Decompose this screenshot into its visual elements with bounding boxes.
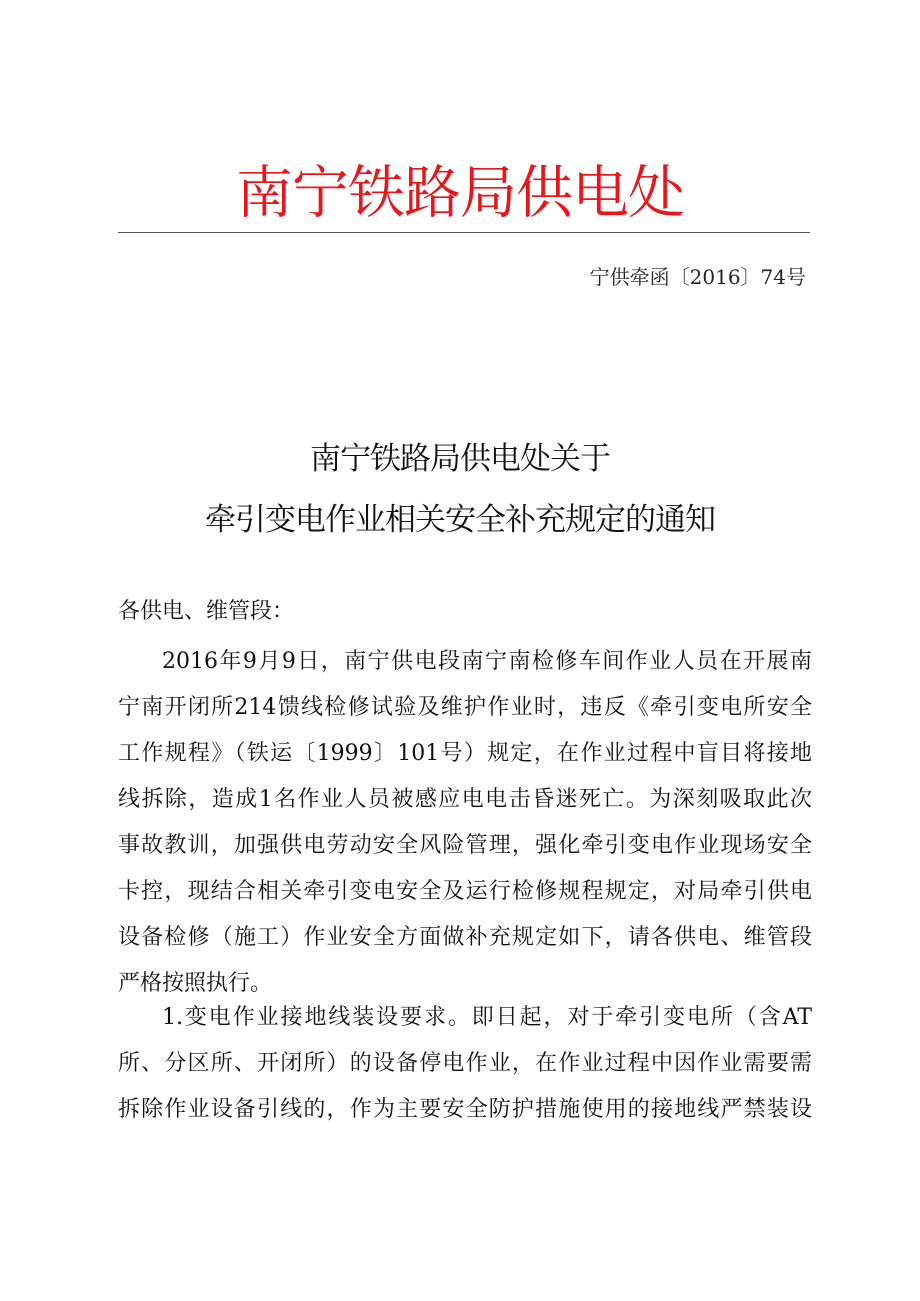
paragraph-line: 宁南开闭所214馈线检修试验及维护作业时，违反《牵引变电所安全 [118, 695, 812, 720]
salutation: 各供电、维管段： [118, 599, 295, 624]
paragraph-line: 卡控，现结合相关牵引变电安全及运行检修规程规定，对局牵引供电 [118, 879, 812, 904]
paragraph-line: 设备检修（施工）作业安全方面做补充规定如下，请各供电、维管段 [118, 925, 812, 950]
paragraph-line: 工作规程》（铁运〔1999〕101号）规定，在作业过程中盲目将接地 [118, 741, 812, 766]
header-divider [118, 232, 810, 233]
document-title-line-1: 南宁铁路局供电处关于 [310, 441, 610, 477]
paragraph-incident [118, 639, 812, 1007]
document-title-line-2: 牵引变电作业相关安全补充规定的通知 [205, 502, 715, 538]
paragraph-line: 线拆除，造成1名作业人员被感应电电击昏迷死亡。为深刻吸取此次 [118, 787, 812, 812]
paragraph-line: 所、分区所、开闭所）的设备停电作业，在作业过程中因作业需要需 [118, 1051, 812, 1076]
paragraph-rule-1 [118, 995, 812, 1133]
paragraph-line: 1.变电作业接地线装设要求。即日起，对于牵引变电所（含AT [162, 1005, 812, 1030]
issuer-header: 南宁铁路局供电处 [236, 160, 684, 226]
document-number: 宁供牵函〔2016〕74号 [589, 265, 806, 289]
paragraph-line: 事故教训，加强供电劳动安全风险管理，强化牵引变电作业现场安全 [118, 833, 812, 858]
paragraph-line: 2016年9月9日，南宁供电段南宁南检修车间作业人员在开展南 [162, 649, 812, 674]
paragraph-line: 严格按照执行。 [118, 971, 273, 996]
paragraph-line: 拆除作业设备引线的，作为主要安全防护措施使用的接地线严禁装设 [118, 1097, 812, 1122]
